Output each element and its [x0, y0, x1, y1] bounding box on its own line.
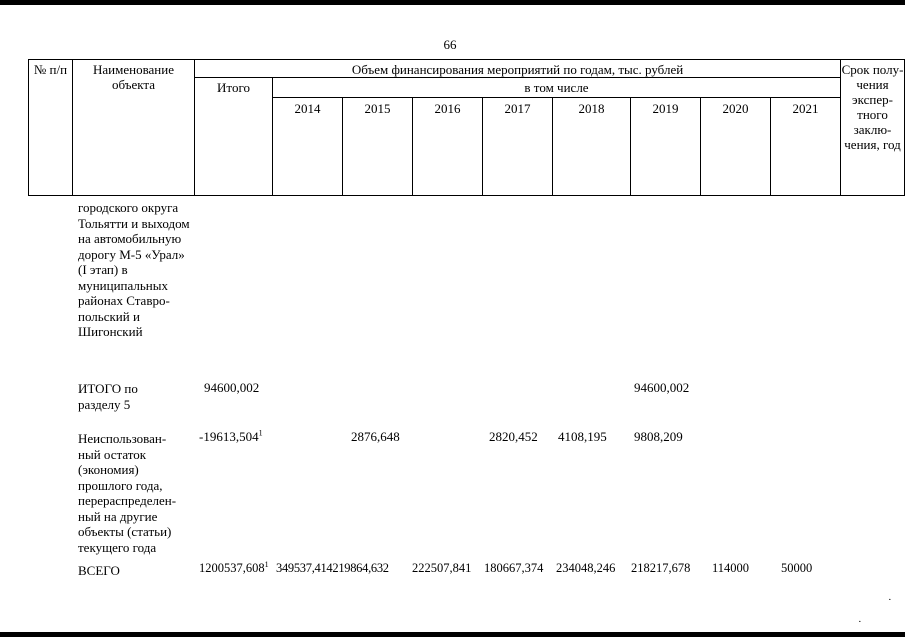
scan-speck: · [858, 616, 862, 628]
page-number: 66 [443, 37, 457, 52]
header-financing-cell: Объем финансирования мероприятий по годам, тыс. рублей [195, 60, 841, 78]
section-total-2019: 94600,002 [634, 380, 690, 395]
grand-total-2019: 218217,678 [631, 561, 691, 575]
header-deadline-cell: Срок полу-чения экспер-тного заклю-чения, год [841, 60, 905, 196]
header-name-cell: Наименование объекта [73, 60, 195, 196]
footnote-mark: 1 [258, 428, 263, 438]
grand-total-value: 1200537,608$^1$ [199, 559, 269, 575]
grand-total-2021: 50000 [781, 561, 813, 575]
header-total-cell: Итого [195, 78, 273, 196]
top-border-rule [0, 0, 905, 5]
continuation-object-name: городского округа Тольятти и выходом на автомобильную дорогу М-5 «Урал» (I этап) в муниципальных районах Ставро-польский и Шигонский [78, 200, 190, 339]
scan-speck: · [888, 594, 892, 606]
header-number-cell: № п/п [29, 60, 73, 196]
header-year-2018: 2018 [553, 98, 631, 196]
header-including-cell: в том числе [273, 78, 841, 98]
header-year-2015: 2015 [343, 98, 413, 196]
header-year-2014: 2014 [273, 98, 343, 196]
grand-total-2018: 234048,246 [556, 561, 616, 575]
header-year-2019: 2019 [631, 98, 701, 196]
unused-balance-2015: 2876,648 [351, 429, 400, 444]
grand-total-2016: 222507,841 [412, 561, 472, 575]
footnote-mark: 1 [264, 559, 269, 569]
unused-balance-2019: 9808,209 [634, 429, 683, 444]
bottom-border-rule [0, 632, 905, 637]
section-total-label: ИТОГО по разделу 5 [78, 381, 138, 412]
unused-balance-2018: 4108,195 [558, 429, 607, 444]
grand-total-2020: 114000 [712, 561, 750, 575]
grand-total-label: ВСЕГО [78, 563, 120, 578]
header-year-2017: 2017 [483, 98, 553, 196]
grand-total-2014-2015: 349537,414219864,632 [276, 561, 389, 575]
unused-balance-label: Неиспользован-ный остаток (экономия) прошлого года, перераспределен-ный на другие объекты (статьи) текущего года [78, 431, 177, 555]
table-header [28, 59, 905, 196]
grand-total-2017: 180667,374 [484, 561, 544, 575]
section-total-value: 94600,002 [204, 380, 260, 395]
header-year-2020: 2020 [701, 98, 771, 196]
unused-balance-2017: 2820,452 [489, 429, 538, 444]
unused-balance-total: -19613,504$^1$ [199, 428, 263, 444]
header-year-2021: 2021 [771, 98, 841, 196]
header-year-2016: 2016 [413, 98, 483, 196]
